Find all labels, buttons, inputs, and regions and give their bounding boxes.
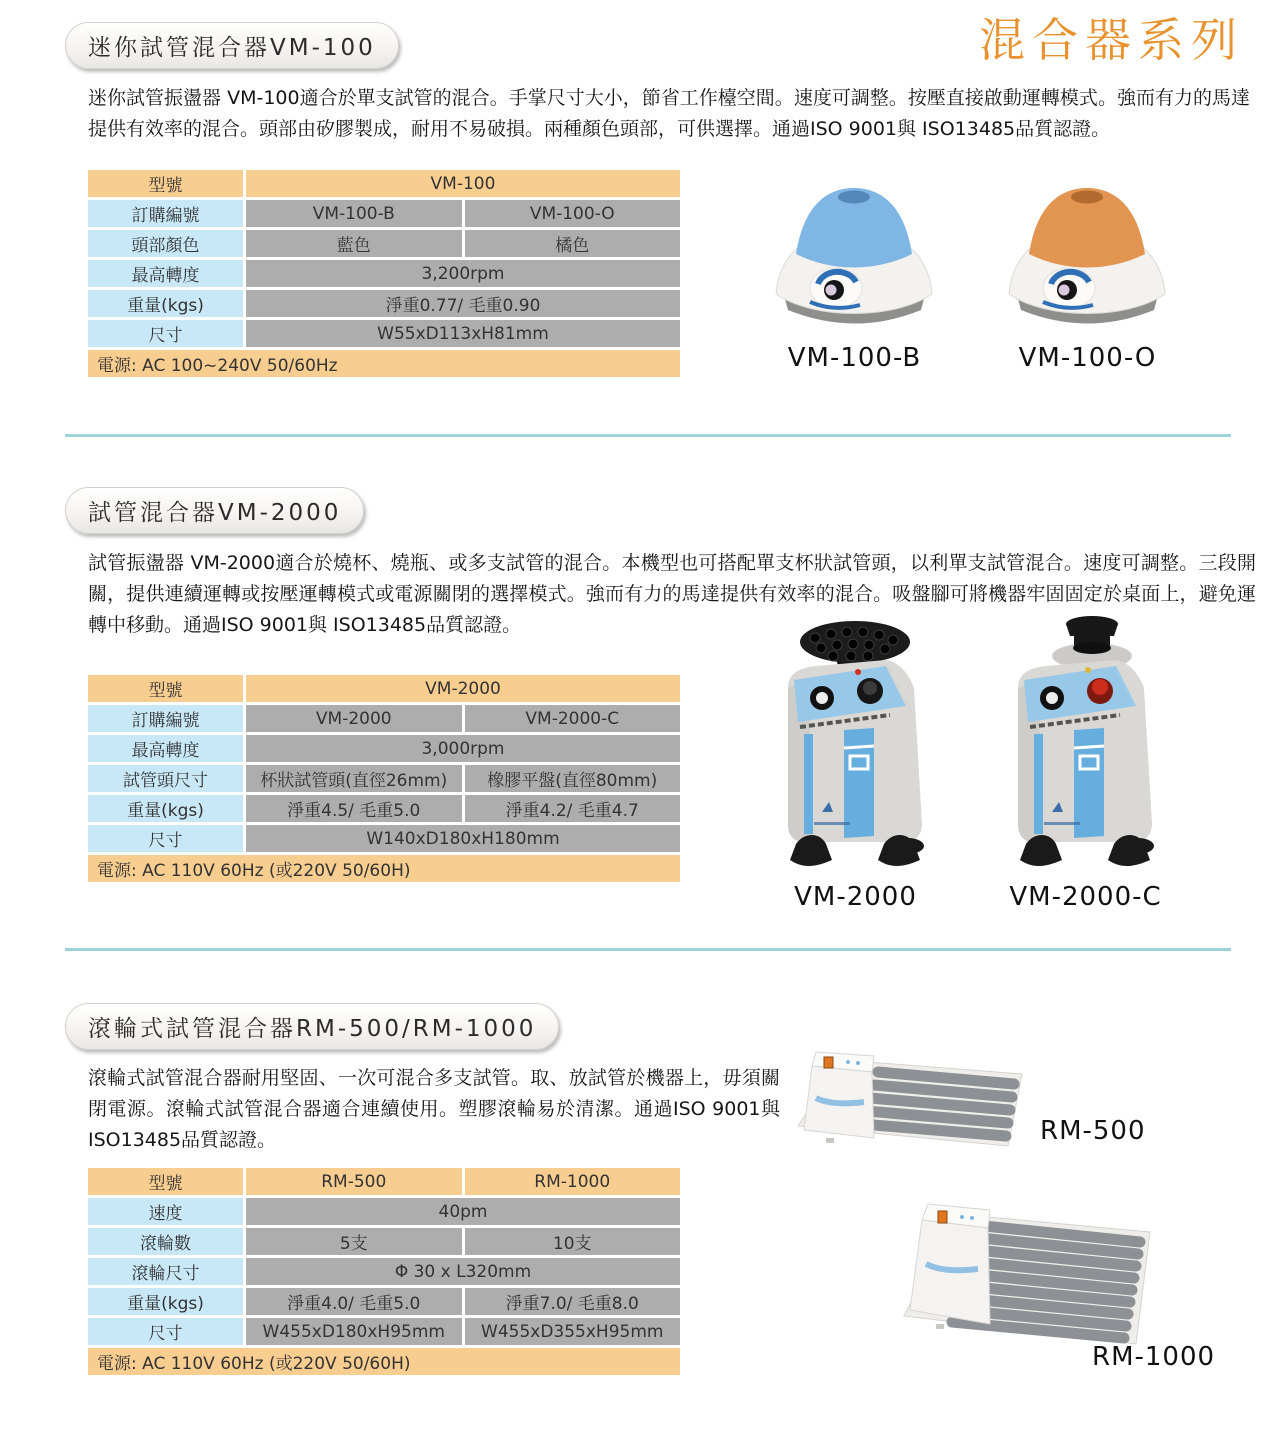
product-label: VM-2000-C: [1009, 882, 1162, 912]
spec-value-cell: 5支: [246, 1228, 462, 1255]
product-label-rm500: RM-500: [1040, 1116, 1146, 1146]
spec-value-cell: VM-100-B: [246, 200, 462, 227]
spec-row: [88, 795, 680, 822]
spec-value-cell: VM-2000: [246, 705, 462, 732]
product-label: VM-100-O: [1018, 343, 1157, 373]
spec-table-rm: [88, 1168, 680, 1375]
spec-row: [88, 260, 680, 287]
spec-value-cell: 淨重4.5/ 毛重5.0: [246, 795, 462, 822]
rm-1000-product-image: [898, 1198, 1168, 1358]
vm-100-o-product-image: [995, 180, 1180, 335]
spec-value-cell: 3,200rpm: [246, 260, 680, 287]
section-header-vm100: 迷你試管混合器VM-100: [65, 22, 399, 69]
spec-row: [88, 675, 680, 702]
spec-label-cell: 尺寸: [88, 1318, 243, 1345]
section-header-vm2000: 試管混合器VM-2000: [65, 487, 364, 534]
vm-100-b-product-image: [762, 180, 947, 335]
spec-label-cell: 滾輪尺寸: [88, 1258, 243, 1285]
product-label: VM-100-B: [787, 343, 922, 373]
spec-value-cell: RM-1000: [465, 1168, 681, 1195]
spec-label-cell: 滾輪數: [88, 1228, 243, 1255]
spec-label-cell: 最高轉度: [88, 260, 243, 287]
section-description-vm2000: 試管振盪器 VM-2000適合於燒杯、燒瓶、或多支試管的混合。本機型也可搭配單支杯狀試管頭，以利單支試管混合。速度可調整。三段開關，提供連續運轉或按壓運轉模式或電源關閉的選擇模式。強而有力的馬達提供有效率的混合。吸盤腳可將機器牢固固定於桌面上，避免運轉中移動。通過ISO 9001與 ISO13485品質認證。: [88, 552, 1256, 636]
spec-label-cell: 試管頭尺寸: [88, 765, 243, 792]
series-title: 混合器系列: [979, 13, 1244, 67]
spec-row: [88, 170, 680, 197]
spec-label-cell: 重量(kgs): [88, 1288, 243, 1315]
spec-value-cell: W55xD113xH81mm: [246, 320, 680, 347]
spec-label-cell: 型號: [88, 1168, 243, 1195]
spec-row: [88, 1258, 680, 1285]
spec-value-cell: W455xD355xH95mm: [465, 1318, 681, 1345]
spec-row: [88, 765, 680, 792]
spec-value-cell: VM-100: [246, 170, 680, 197]
spec-row: [88, 1288, 680, 1315]
product-figure-vm100b: [762, 180, 947, 373]
spec-row: [88, 290, 680, 317]
spec-label-cell: 尺寸: [88, 825, 243, 852]
section-divider: [65, 434, 1231, 437]
product-figure-vm100o: [995, 180, 1180, 373]
spec-row: [88, 320, 680, 347]
vm-2000-c-product-image: [988, 612, 1183, 874]
spec-value-cell: 淨重7.0/ 毛重8.0: [465, 1288, 681, 1315]
spec-row: [88, 1228, 680, 1255]
rm-500-product-image: [790, 1046, 1035, 1161]
spec-table-footer: 電源: AC 110V 60Hz (或220V 50/60H): [88, 855, 680, 882]
spec-value-cell: 橘色: [465, 230, 681, 257]
spec-label-cell: 訂購編號: [88, 705, 243, 732]
spec-label-cell: 重量(kgs): [88, 290, 243, 317]
spec-table-footer: 電源: AC 100~240V 50/60Hz: [88, 350, 680, 377]
spec-row: [88, 230, 680, 257]
spec-value-cell: Φ 30 x L320mm: [246, 1258, 680, 1285]
product-label-rm1000: RM-1000: [1092, 1342, 1216, 1372]
spec-row: [88, 1318, 680, 1345]
spec-value-cell: W140xD180xH180mm: [246, 825, 680, 852]
product-figure-vm2000: [758, 612, 953, 912]
section-description-rm: 滾輪式試管混合器耐用堅固、一次可混合多支試管。取、放試管於機器上，毋須關閉電源。滾輪式試管混合器適合連續使用。塑膠滾輪易於清潔。通過ISO 9001與 ISO13485品質認證。: [88, 1067, 780, 1151]
spec-value-cell: 橡膠平盤(直徑80mm): [465, 765, 681, 792]
spec-table-vm100: [88, 170, 680, 377]
spec-value-cell: 淨重4.0/ 毛重5.0: [246, 1288, 462, 1315]
section-divider: [65, 948, 1231, 951]
spec-value-cell: 杯狀試管頭(直徑26mm): [246, 765, 462, 792]
spec-label-cell: 型號: [88, 675, 243, 702]
spec-value-cell: 40pm: [246, 1198, 680, 1225]
spec-value-cell: W455xD180xH95mm: [246, 1318, 462, 1345]
spec-value-cell: VM-2000-C: [465, 705, 681, 732]
spec-row: [88, 200, 680, 227]
spec-row: [88, 1198, 680, 1225]
spec-row: [88, 1168, 680, 1195]
vm-2000-product-image: [758, 612, 953, 874]
spec-value-cell: 藍色: [246, 230, 462, 257]
product-label: VM-2000: [794, 882, 917, 912]
section-description-vm100: 迷你試管振盪器 VM-100適合於單支試管的混合。手掌尺寸大小，節省工作檯空間。速度可調整。按壓直接啟動運轉模式。強而有力的馬達提供有效率的混合。頭部由矽膠製成，耐用不易破損。兩種顏色頭部，可供選擇。通過ISO 9001與 ISO13485品質認證。: [88, 87, 1250, 140]
spec-value-cell: VM-2000: [246, 675, 680, 702]
spec-label-cell: 型號: [88, 170, 243, 197]
spec-label-cell: 重量(kgs): [88, 795, 243, 822]
spec-label-cell: 最高轉度: [88, 735, 243, 762]
spec-label-cell: 訂購編號: [88, 200, 243, 227]
spec-value-cell: VM-100-O: [465, 200, 681, 227]
section-header-rm: 滾輪式試管混合器RM-500/RM-1000: [65, 1003, 559, 1050]
spec-row: [88, 825, 680, 852]
spec-value-cell: RM-500: [246, 1168, 462, 1195]
spec-value-cell: 10支: [465, 1228, 681, 1255]
spec-label-cell: 頭部顏色: [88, 230, 243, 257]
spec-row: [88, 735, 680, 762]
spec-table-footer: 電源: AC 110V 60Hz (或220V 50/60H): [88, 1348, 680, 1375]
spec-value-cell: 淨重4.2/ 毛重4.7: [465, 795, 681, 822]
spec-row: [88, 705, 680, 732]
spec-value-cell: 淨重0.77/ 毛重0.90: [246, 290, 680, 317]
product-figure-vm2000c: [988, 612, 1183, 912]
spec-value-cell: 3,000rpm: [246, 735, 680, 762]
spec-label-cell: 速度: [88, 1198, 243, 1225]
spec-label-cell: 尺寸: [88, 320, 243, 347]
spec-table-vm2000: [88, 675, 680, 882]
